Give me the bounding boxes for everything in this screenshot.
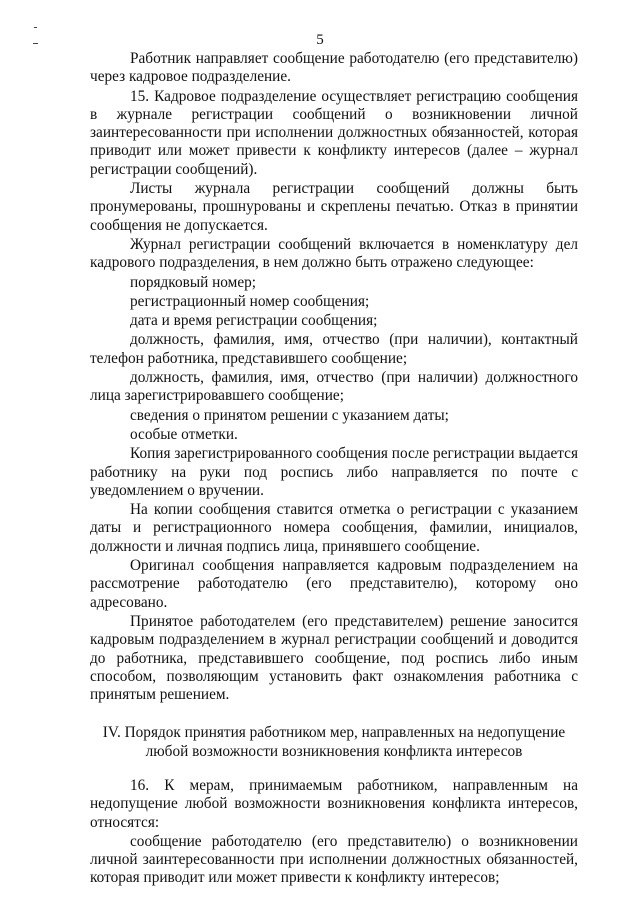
list-item: регистрационный номер сообщения; — [130, 292, 370, 310]
list-item: дата и время регистрации сообщения; — [130, 312, 378, 330]
paragraph: На копии сообщения ставится отметка о регистрации с указанием даты и регистрационного номера сообщения, фамилии, инициалов, должности и личная подпись лица, принявшего сообщение. — [90, 501, 578, 555]
paragraph: сообщение работодателю (его представителю) о возникновении личной заинтересованности при исполнении должностных обязанностей, которая приводит или может привести к конфликту интересов; — [90, 832, 578, 887]
list-item: сведения о принятом решении с указанием даты; — [130, 406, 449, 424]
list-item: должность, фамилия, имя, отчество (при наличии), контактный телефон работника, представившего сообщение; — [90, 331, 578, 367]
paragraph: Оригинал сообщения направляется кадровым подразделением на рассмотрение работодателю (его представителю), которому оно адресовано. — [90, 557, 578, 611]
scan-mark — [34, 27, 37, 28]
paragraph: Листы журнала регистрации сообщений должны быть пронумерованы, прошнурованы и скреплены печатью. Отказ в принятии сообщения не допускается. — [90, 180, 578, 234]
section-heading: IV. Порядок принятия работником мер, направленных на недопущение любой возможности возникновения конфликта интересов — [102, 724, 566, 760]
paragraph: Принятое работодателем (его представителем) решение заносится кадровым подразделением в журнал регистрации сообщений и доводится до работника, представившего сообщение, под роспись либо иным способом, позволяющим установить факт ознакомления работника с принятым решением. — [90, 612, 578, 704]
paragraph: 15. Кадровое подразделение осуществляет регистрацию сообщения в журнале регистрации сообщений о возникновении личной заинтересованности при исполнении должностных обязанностей, которая приводит или может привести к конфликту интересов (далее – журнал регистрации сообщений). — [90, 87, 578, 178]
document-body — [90, 50, 578, 888]
paragraph: Работник направляет сообщение работодателю (его представителю) через кадровое подразделение. — [90, 50, 578, 86]
list-item: порядковый номер; — [130, 273, 257, 291]
list-item: особые отметки. — [130, 425, 238, 443]
paragraph: 16. К мерам, принимаемым работником, направленным на недопущение любой возможности возникновения конфликта интересов, относятся: — [90, 776, 578, 831]
paragraph: Журнал регистрации сообщений включается в номенклатуру дел кадрового подразделения, в нем должно быть отражено следующее: — [90, 235, 578, 272]
list-item: должность, фамилия, имя, отчество (при наличии) должностного лица зарегистрировавшего сообщение; — [90, 369, 578, 405]
page-number: 5 — [316, 32, 324, 48]
paragraph: Копия зарегистрированного сообщения после регистрации выдается работнику на руки под роспись либо направляется по почте с уведомлением о вручении. — [90, 445, 578, 499]
